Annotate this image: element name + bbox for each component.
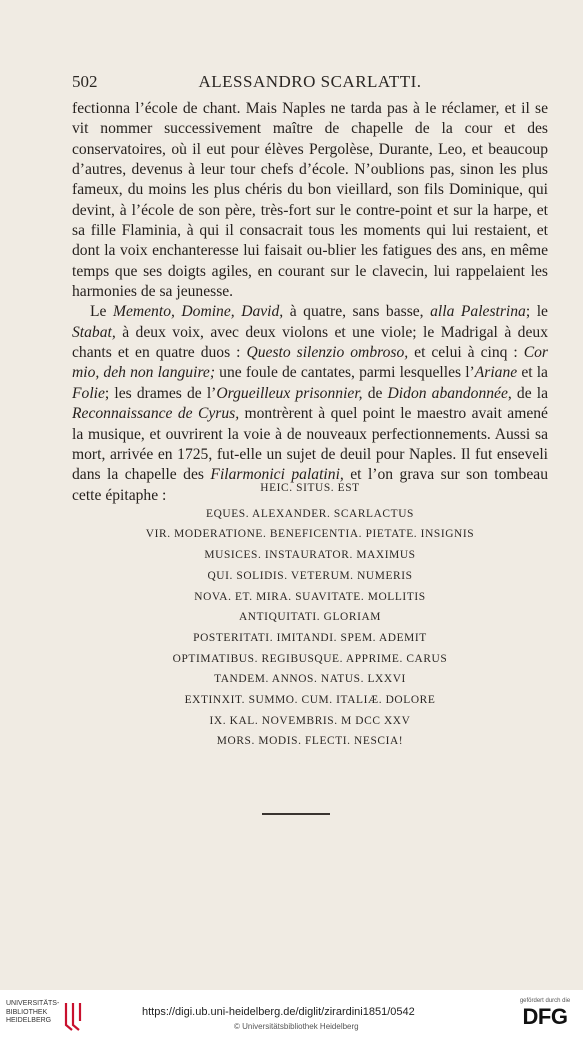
epitaph-line: EXTINXIT. SUMMO. CUM. ITALIÆ. DOLORE (184, 694, 436, 707)
epitaph-line: NOVA. ET. MIRA. SUAVITATE. MOLLITIS (194, 590, 426, 603)
body-text (72, 99, 548, 506)
text-run: à deux voix, avec deux violons et une viole; le Madrigal à deux chants et en quatre duos : (72, 323, 548, 362)
library-emblem-icon (63, 1001, 85, 1031)
paragraph: fectionna l’école de chant. Mais Naples ne tarda pas à le réclamer, et il se vit nommer successivement maître de chapelle de la cour et des conservatoires, où il eut pour élèves Pergolèse, Durante, Leo, et beaucoup d’autres, devenus à leur tour chefs d’école. N’oublions pas, sinon les plus fameux, du moins les plus chéris du bon vieillard, son fils Dominique, qui devint, à l’école de son père, très-fort sur le contre-point et sur la harpe, et sa fille Flaminia, à qui il consacrait tous les moments qui lui restaient, et dont la voix enchanteresse lui faisait ou-blier les fatigues des ans, en même temps que ses doigts agiles, en courant sur le clavecin, lui rappelaient les harmonies de sa jeunesse. (72, 100, 548, 301)
footer (0, 990, 583, 1038)
italic-title: Reconnaissance de Cyrus, (72, 405, 240, 423)
permalink[interactable]: https://digi.ub.uni-heidelberg.de/diglit/zirardini1851/0542 (142, 1006, 415, 1018)
text-run: à quatre, sans basse, (283, 303, 431, 321)
copyright-notice: © Universitätsbibliothek Heidelberg (234, 1022, 359, 1031)
epitaph-line: HEIC. SITUS. EST (260, 482, 360, 494)
italic-title: Memento, Domine, David, (112, 303, 284, 321)
epitaph-line: EQUES. ALEXANDER. SCARLACTUS (206, 507, 414, 520)
dfg-logo[interactable] (513, 998, 577, 1034)
epitaph-line: QUI. SOLIDIS. VETERUM. NUMERIS (207, 569, 413, 582)
running-title: ALESSANDRO SCARLATTI. (198, 72, 422, 91)
text-run: et la (517, 364, 548, 382)
italic-title: Folie (72, 384, 105, 402)
italic-title: Didon abandonnée (387, 384, 508, 402)
text-run: une foule de cantates, parmi lesquelles l’ (215, 364, 475, 382)
italic-title: Questo silenzio ombroso, (246, 344, 409, 362)
epitaph-line: ANTIQUITATI. GLORIAM (238, 611, 382, 624)
epitaph (72, 478, 548, 752)
library-logo[interactable] (6, 1000, 126, 1034)
epitaph-line: OPTIMATIBUS. REGIBUSQUE. APPRIME. CARUS (172, 652, 448, 665)
paragraph (72, 302, 548, 505)
italic-title: Stabat, (72, 323, 116, 341)
epitaph-line: TANDEM. ANNOS. NATUS. LXXVI (214, 673, 406, 686)
page-number: 502 (72, 72, 98, 91)
epitaph-line: POSTERITATI. IMITANDI. SPEM. ADEMIT (193, 631, 427, 644)
text-run: et celui à cinq : (408, 344, 524, 362)
epitaph-line: MUSICES. INSTAURATOR. MAXIMUS (204, 549, 416, 562)
epitaph-line: MORS. MODIS. FLECTI. NESCIA! (216, 735, 404, 748)
text-run: , de la (507, 384, 549, 402)
italic-title: Orgueilleux prisonnier, (216, 384, 363, 402)
text-run: Le (90, 303, 113, 321)
text-run: ; le (525, 303, 548, 321)
text-run: ; les drames de l’ (104, 384, 217, 402)
text-run: et l’on grava sur son tombeau cette épitaphe : (72, 466, 548, 504)
text-run: de (362, 384, 388, 402)
funder-caption: gefördert durch die (519, 998, 571, 1004)
library-name: UNIVERSITÄTS- BIBLIOTHEK HEIDELBERG (6, 1000, 60, 1024)
epitaph-line: IX. KAL. NOVEMBRIS. M DCC XXV (209, 714, 411, 727)
italic-title: Filarmonici palatini, (210, 466, 344, 484)
dfg-mark: DFG (522, 1004, 568, 1029)
page-header (72, 72, 548, 96)
italic-title: Ariane (474, 364, 518, 382)
italic-title: alla Palestrina (430, 303, 526, 321)
epitaph-line: VIR. MODERATIONE. BENEFICENTIA. PIETATE. INSIGNIS (145, 528, 475, 541)
section-rule (262, 813, 330, 815)
text-run: montrèrent à quel point le maestro avait amené la musique, et ouvrirent la voie à de nouveaux perfectionnements. Aussi sa mort, arrivée en 1725, fut-elle un sujet de deuil pour Naples. Il fut enseveli dans la chapelle des (72, 405, 548, 484)
italic-title: Cor mio, deh non languire; (72, 344, 549, 382)
